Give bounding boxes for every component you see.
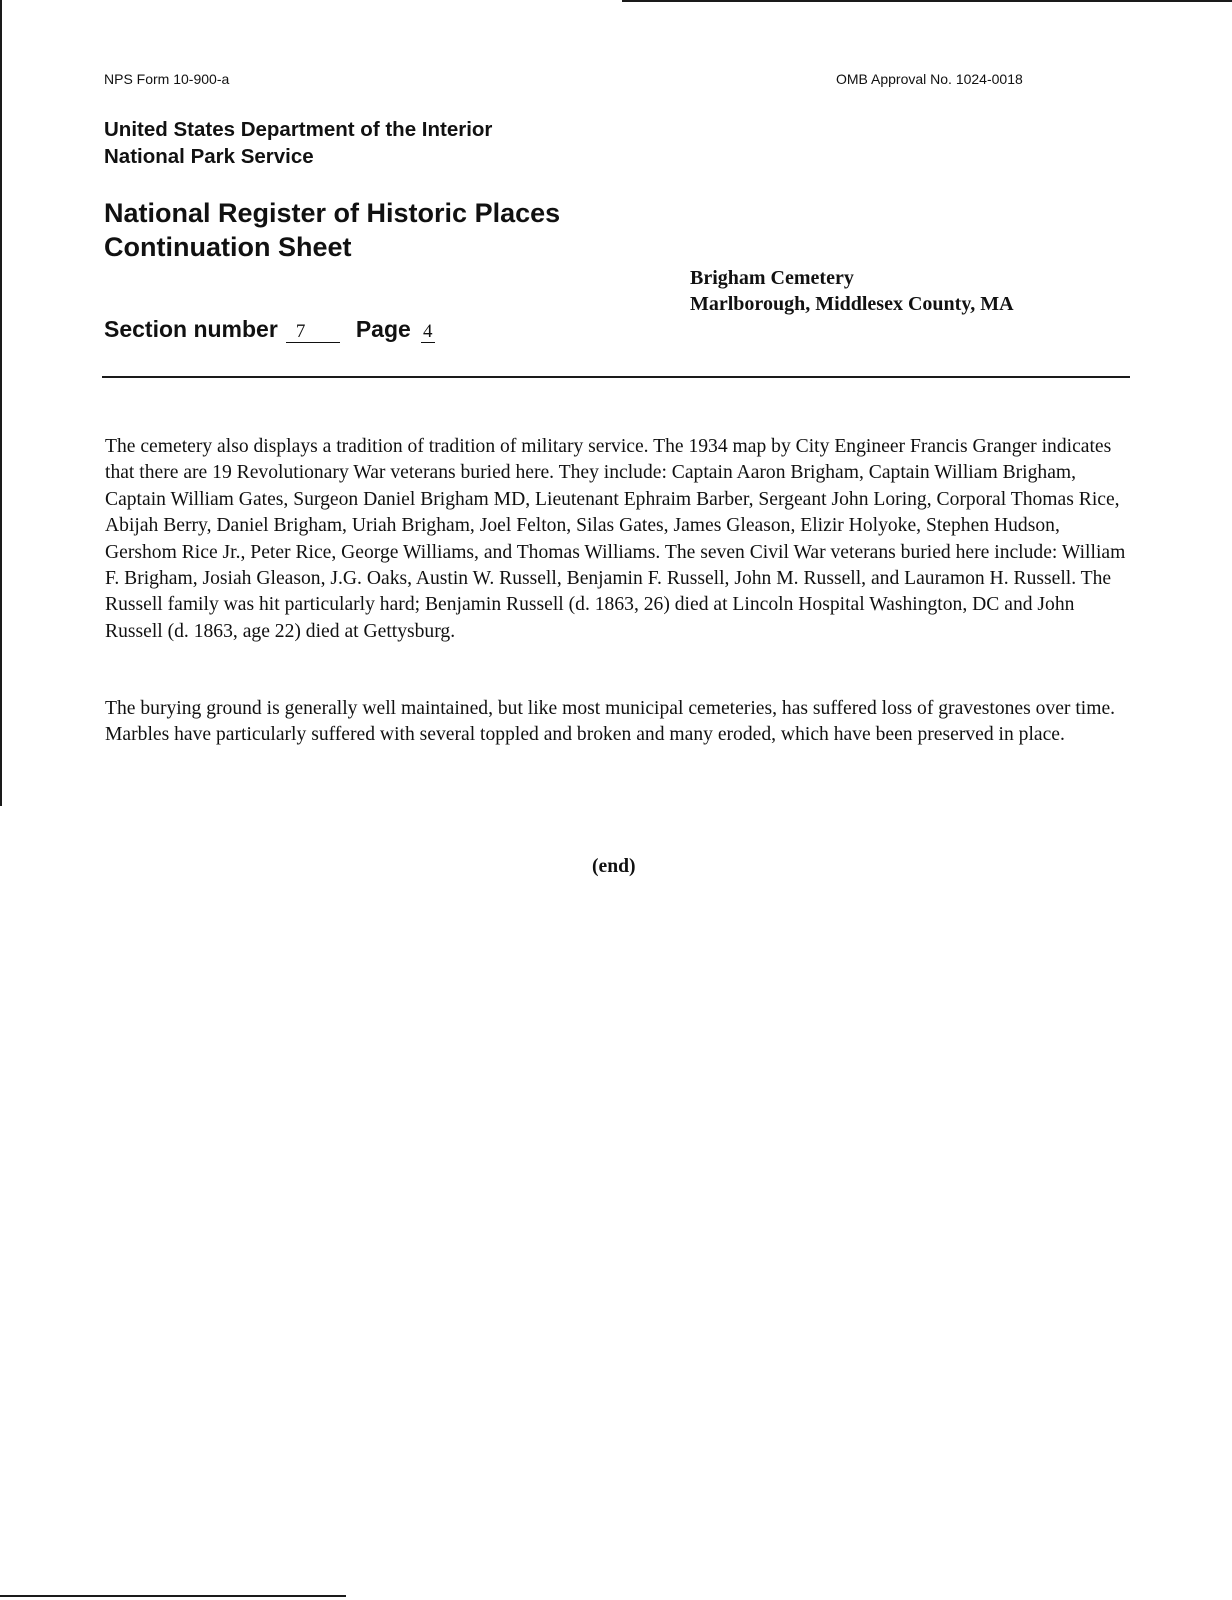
end-marker: (end) [592, 856, 636, 877]
scan-edge-left [0, 0, 2, 806]
title-line-2: Continuation Sheet [104, 232, 352, 262]
property-block [690, 265, 1014, 317]
paragraph-condition: The burying ground is generally well maintained, but like most municipal cemeteries, has suffered loss of gravestones over time. Marbles have particularly suffered with several toppled and broken and many eroded, which have been preserved in place. [105, 698, 1116, 746]
form-id: NPS Form 10-900-a [104, 71, 230, 87]
section-label: Section number [104, 316, 278, 342]
scan-edge-bottom [0, 1595, 346, 1597]
agency-block [104, 116, 492, 170]
document-title [104, 196, 560, 264]
property-location: Marlborough, Middlesex County, MA [690, 293, 1014, 315]
scan-edge-top [622, 0, 1232, 2]
section-page-line [104, 316, 435, 343]
page-label: Page [355, 316, 411, 342]
omb-approval: OMB Approval No. 1024-0018 [836, 71, 1023, 87]
paragraph-military-service: The cemetery also displays a tradition of tradition of military service. The 1934 map by City Engineer Francis Granger indicates that there are 19 Revolutionary War veterans buried here. They include: Captain Aaron Brigham, Captain William Brigham, Captain William Gates, Surgeon Daniel Brigham MD, Lieutenant Ephraim Barber, Sergeant John Loring, Corporal Thomas Rice, Abijah Berry, Daniel Brigham, Uriah Brigham, Joel Felton, Silas Gates, James Gleason, Elizir Holyoke, Stephen Hudson, Gershom Rice Jr., Peter Rice, George Williams, and Thomas Williams. The seven Civil War veterans buried here include: William F. Brigham, Josiah Gleason, J.G. Oaks, Austin W. Russell, Benjamin F. Russell, John M. Russell, and Lauramon H. Russell. The Russell family was hit particularly hard; Benjamin Russell (d. 1863, 26) died at Lincoln Hospital Washington, DC and John Russell (d. 1863, age 22) died at Gettysburg. [105, 436, 1126, 642]
agency-line-1: United States Department of the Interior [104, 118, 493, 141]
title-line-1: National Register of Historic Places [104, 198, 561, 228]
property-name: Brigham Cemetery [690, 267, 854, 289]
section-number: 7 [286, 322, 340, 343]
header-divider [102, 376, 1130, 378]
page-number: 4 [421, 322, 435, 343]
agency-line-2: National Park Service [104, 145, 314, 168]
